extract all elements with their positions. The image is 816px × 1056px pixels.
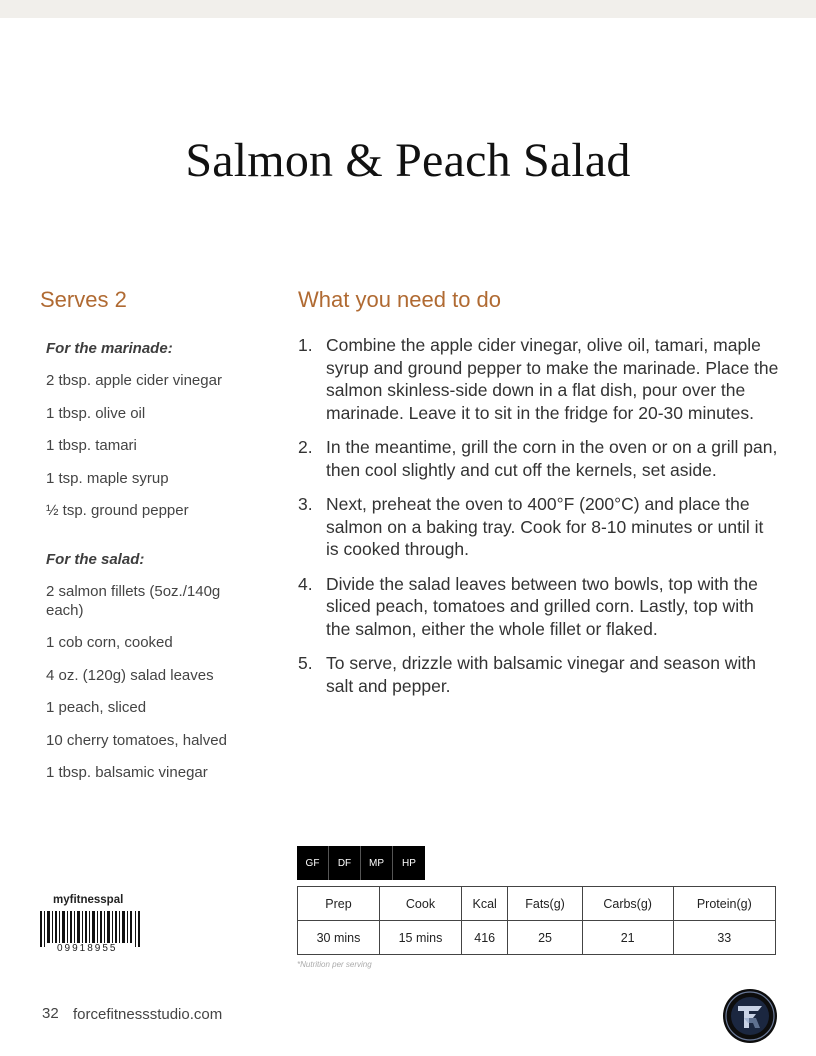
nutrition-table (297, 886, 776, 955)
ingredient-item: 2 salmon fillets (5oz./140g each) (46, 582, 221, 619)
salad-label: For the salad: (46, 550, 145, 568)
step-item (298, 652, 780, 697)
nutrition-value: 25 (508, 921, 582, 955)
step-item (298, 493, 780, 561)
ingredient-item: 2 tbsp. apple cider vinegar (46, 372, 222, 389)
diet-tags (297, 846, 425, 880)
nutrition-header: Kcal (462, 887, 508, 921)
nutrition-header: Carbs(g) (582, 887, 673, 921)
ingredients-list (46, 340, 266, 796)
method-steps (298, 334, 780, 709)
step-number: 5. (298, 653, 313, 673)
nutrition-value: 21 (582, 921, 673, 955)
top-band (0, 0, 816, 18)
step-item (298, 573, 780, 641)
tag-hp: HP (393, 846, 425, 880)
step-item (298, 334, 780, 424)
barcode-number: 09918955 (57, 943, 118, 954)
step-item (298, 436, 780, 481)
nutrition-header-row (298, 887, 776, 921)
step-number: 1. (298, 335, 313, 355)
step-number: 4. (298, 573, 313, 594)
ingredient-item: ½ tsp. ground pepper (46, 502, 189, 519)
tag-gf: GF (297, 846, 329, 880)
step-text: Divide the salad leaves between two bowls, top with the sliced peach, tomatoes and grilled corn. Lastly, top with the salmon, either the whole fillet or flaked. (326, 573, 758, 639)
page-number: 32 (42, 1005, 59, 1022)
tag-df: DF (329, 846, 361, 880)
nutrition-value: 416 (462, 921, 508, 955)
nutrition-value: 33 (673, 921, 775, 955)
step-text: Next, preheat the oven to 400°F (200°C) and place the salmon on a baking tray. Cook for 8-10 minutes or until it is cooked through. (326, 494, 764, 559)
step-number: 3. (298, 494, 313, 514)
ingredient-item: 1 tbsp. balsamic vinegar (46, 764, 208, 781)
steps-heading: What you need to do (298, 287, 502, 312)
barcode-icon[interactable] (40, 911, 141, 947)
ingredient-item: 1 cob corn, cooked (46, 634, 173, 651)
nutrition-header: Fats(g) (508, 887, 582, 921)
ingredient-item: 1 tbsp. olive oil (46, 404, 146, 422)
nutrition-header: Protein(g) (673, 887, 775, 921)
ingredient-item: 1 tsp. maple syrup (46, 469, 169, 487)
step-text: Combine the apple cider vinegar, olive oil, tamari, maple syrup and ground pepper to make the marinade. Place the salmon skinless-side down in a flat dish, pour over the marinade. Leave it to sit in the fridge for 20-30 minutes. (326, 335, 779, 423)
ingredient-item: 10 cherry tomatoes, halved (46, 731, 227, 749)
nutrition-header: Prep (298, 887, 380, 921)
website-link[interactable]: forcefitnessstudio.com (73, 1006, 223, 1023)
marinade-label: For the marinade: (46, 340, 173, 357)
page-title: Salmon & Peach Salad (185, 134, 631, 187)
myfitnesspal-label: myfitnesspal (53, 894, 124, 906)
step-text: To serve, drizzle with balsamic vinegar and season with salt and pepper. (326, 653, 756, 696)
nutrition-note: *Nutrition per serving (297, 960, 372, 969)
ingredient-item: 4 oz. (120g) salad leaves (46, 666, 214, 684)
nutrition-header: Cook (380, 887, 462, 921)
ingredient-item: 1 peach, sliced (46, 699, 147, 716)
ingredient-item: 1 tbsp. tamari (46, 437, 137, 454)
nutrition-value: 15 mins (380, 921, 462, 955)
step-text: In the meantime, grill the corn in the oven or on a grill pan, then cool slightly and cut off the kernels, set aside. (326, 437, 778, 480)
force-fitness-logo-icon (722, 988, 778, 1044)
nutrition-value-row (298, 921, 776, 955)
nutrition-value: 30 mins (298, 921, 380, 955)
tag-mp: MP (361, 846, 393, 880)
step-number: 2. (298, 437, 313, 457)
serves-heading: Serves 2 (40, 287, 127, 312)
